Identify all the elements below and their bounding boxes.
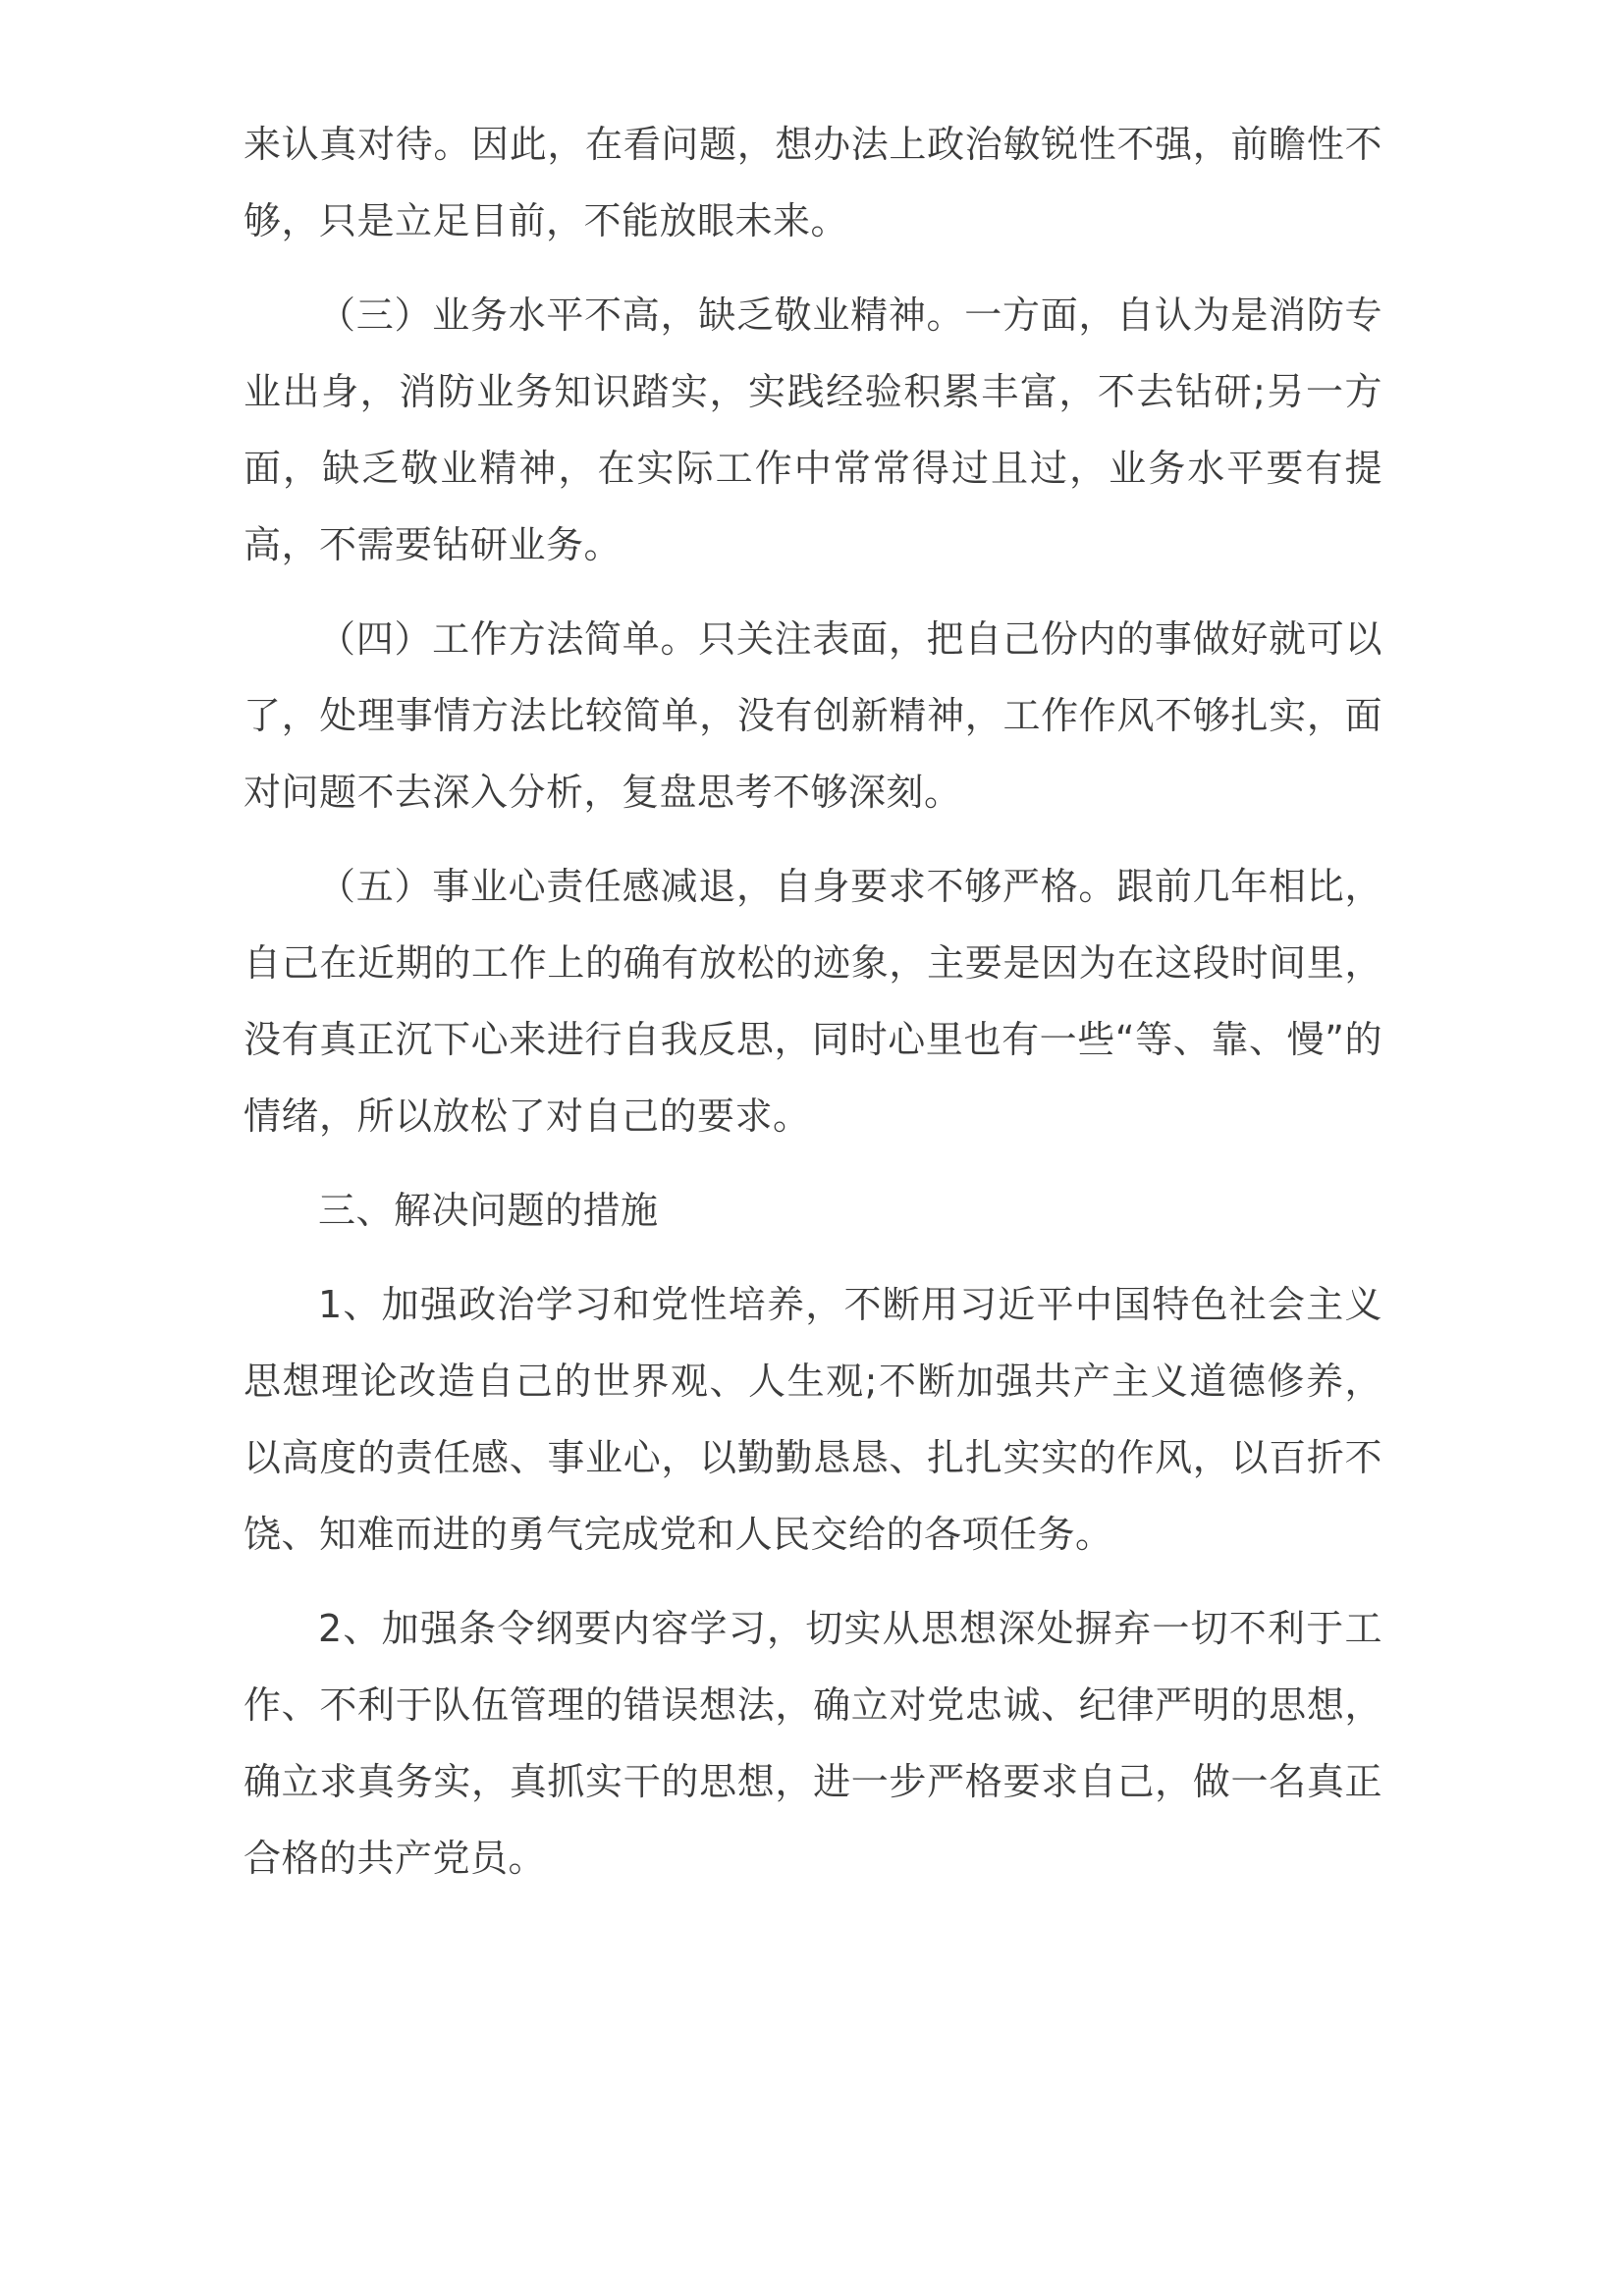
paragraph-section-three: （三）业务水平不高，缺乏敬业精神。一方面，自认为是消防专业出身，消防业务知识踏实，实践经验积累丰富，不去钻研;另一方面，缺乏敬业精神，在实际工作中常常得过且过，业务水平要有提高，不需要钻研业务。 bbox=[244, 294, 1382, 566]
paragraph-measure-one: 1、加强政治学习和党性培养，不断用习近平中国特色社会主义思想理论改造自己的世界观、人生观;不断加强共产主义道德修养，以高度的责任感、事业心，以勤勤恳恳、扎扎实实的作风，以百折不饶、知难而进的勇气完成党和人民交给的各项任务。 bbox=[244, 1283, 1382, 1556]
paragraph-continuation: 来认真对待。因此，在看问题，想办法上政治敏锐性不强，前瞻性不够，只是立足目前，不能放眼未来。 bbox=[244, 123, 1382, 242]
document-body bbox=[244, 106, 1382, 1914]
paragraph-section-five: （五）事业心责任感减退，自身要求不够严格。跟前几年相比，自己在近期的工作上的确有放松的迹象，主要是因为在这段时间里，没有真正沉下心来进行自我反思，同时心里也有一些“等、靠、慢”的情绪，所以放松了对自己的要求。 bbox=[244, 865, 1382, 1138]
paragraph-section-four: （四）工作方法简单。只关注表面，把自己份内的事做好就可以了，处理事情方法比较简单，没有创新精神，工作作风不够扎实，面对问题不去深入分析，复盘思考不够深刻。 bbox=[244, 617, 1382, 814]
section-heading-three: 三、解决问题的措施 bbox=[318, 1189, 659, 1232]
paragraph-measure-two: 2、加强条令纲要内容学习，切实从思想深处摒弃一切不利于工作、不利于队伍管理的错误想法，确立对党忠诚、纪律严明的思想，确立求真务实，真抓实干的思想，进一步严格要求自己，做一名真正合格的共产党员。 bbox=[244, 1607, 1382, 1880]
